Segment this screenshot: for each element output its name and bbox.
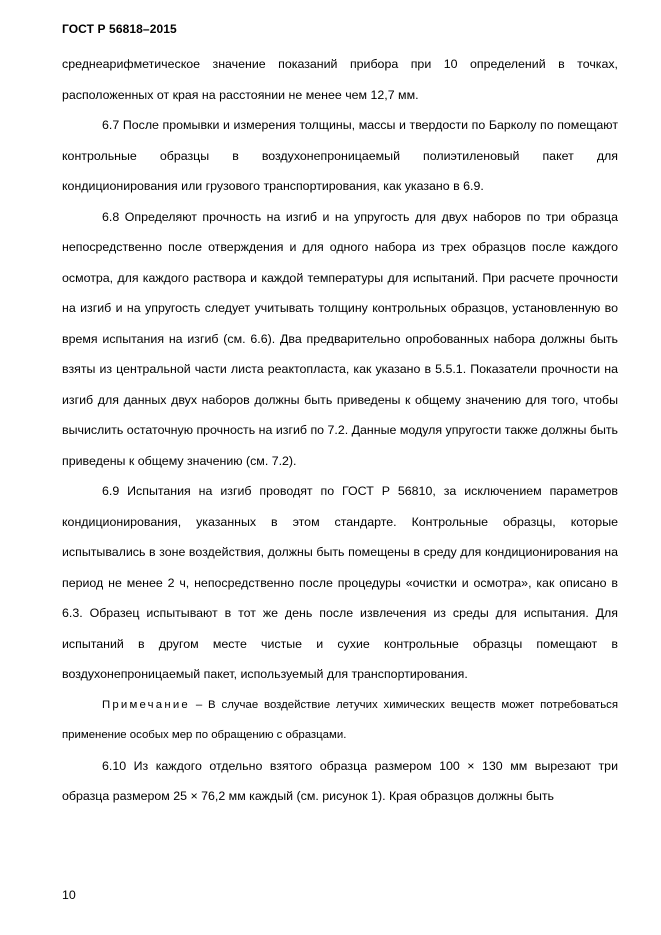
- paragraph-continuation: среднеарифметическое значение показаний прибора при 10 определений в точках, расположенных от края на расстоянии не менее чем 12,7 мм.: [62, 57, 618, 102]
- document-body: [62, 49, 618, 812]
- paragraph-6-7: 6.7 После промывки и измерения толщины, массы и твердости по Барколу по помещают контрольные образцы в воздухонепроницаемый полиэтиленовый пакет для кондиционирования или грузового транспортирования, как указано в 6.9.: [62, 118, 618, 193]
- note-paragraph: [62, 690, 618, 751]
- paragraph-6-10: 6.10 Из каждого отдельно взятого образца размером 100 × 130 мм вырезают три образца размером 25 × 76,2 мм каждый (см. рисунок 1). Края образцов должны быть: [62, 758, 618, 803]
- paragraph-6-9: 6.9 Испытания на изгиб проводят по ГОСТ Р 56810, за исключением параметров кондиционирования, указанных в этом стандарте. Контрольные образцы, которые испытывались в зоне воздействия, должны быть помещены в среду для кондиционирования на период не менее 2 ч, непосредственно после процедуры «очистки и осмотра», как описано в 6.3. Образец испытывают в тот же день после извлечения из среды для испытания. Для испытаний в другом месте чистые и сухие контрольные образцы помещают в воздухонепроницаемый пакет, используемый для транспортирования.: [62, 484, 618, 681]
- standard-designation: ГОСТ Р 56818–2015: [62, 22, 177, 36]
- page-number: 10: [62, 888, 76, 902]
- paragraph-6-8: 6.8 Определяют прочность на изгиб и на упругость для двух наборов по три образца непосредственно после отверждения и для одного набора из трех образцов после каждого осмотра, для каждого раствора и каждой температуры для испытаний. При расчете прочности на изгиб и на упругость следует учитывать толщину контрольных образцов, установленную во время испытания на изгиб (см. 6.6). Два предварительно опробованных набора должны быть взяты из центральной части листа реактопласта, как указано в 5.5.1. Показатели прочности на изгиб для данных двух наборов должны быть приведены к общему значению для того, чтобы вычислить остаточную прочность на изгиб по 7.2. Данные модуля упругости также должны быть приведены к общему значению (см. 7.2).: [62, 209, 618, 468]
- note-label: Примечание: [102, 698, 190, 711]
- note-text: – В случае воздействие летучих химических веществ может потребоваться применение особых мер по обращению с образцами.: [62, 698, 618, 741]
